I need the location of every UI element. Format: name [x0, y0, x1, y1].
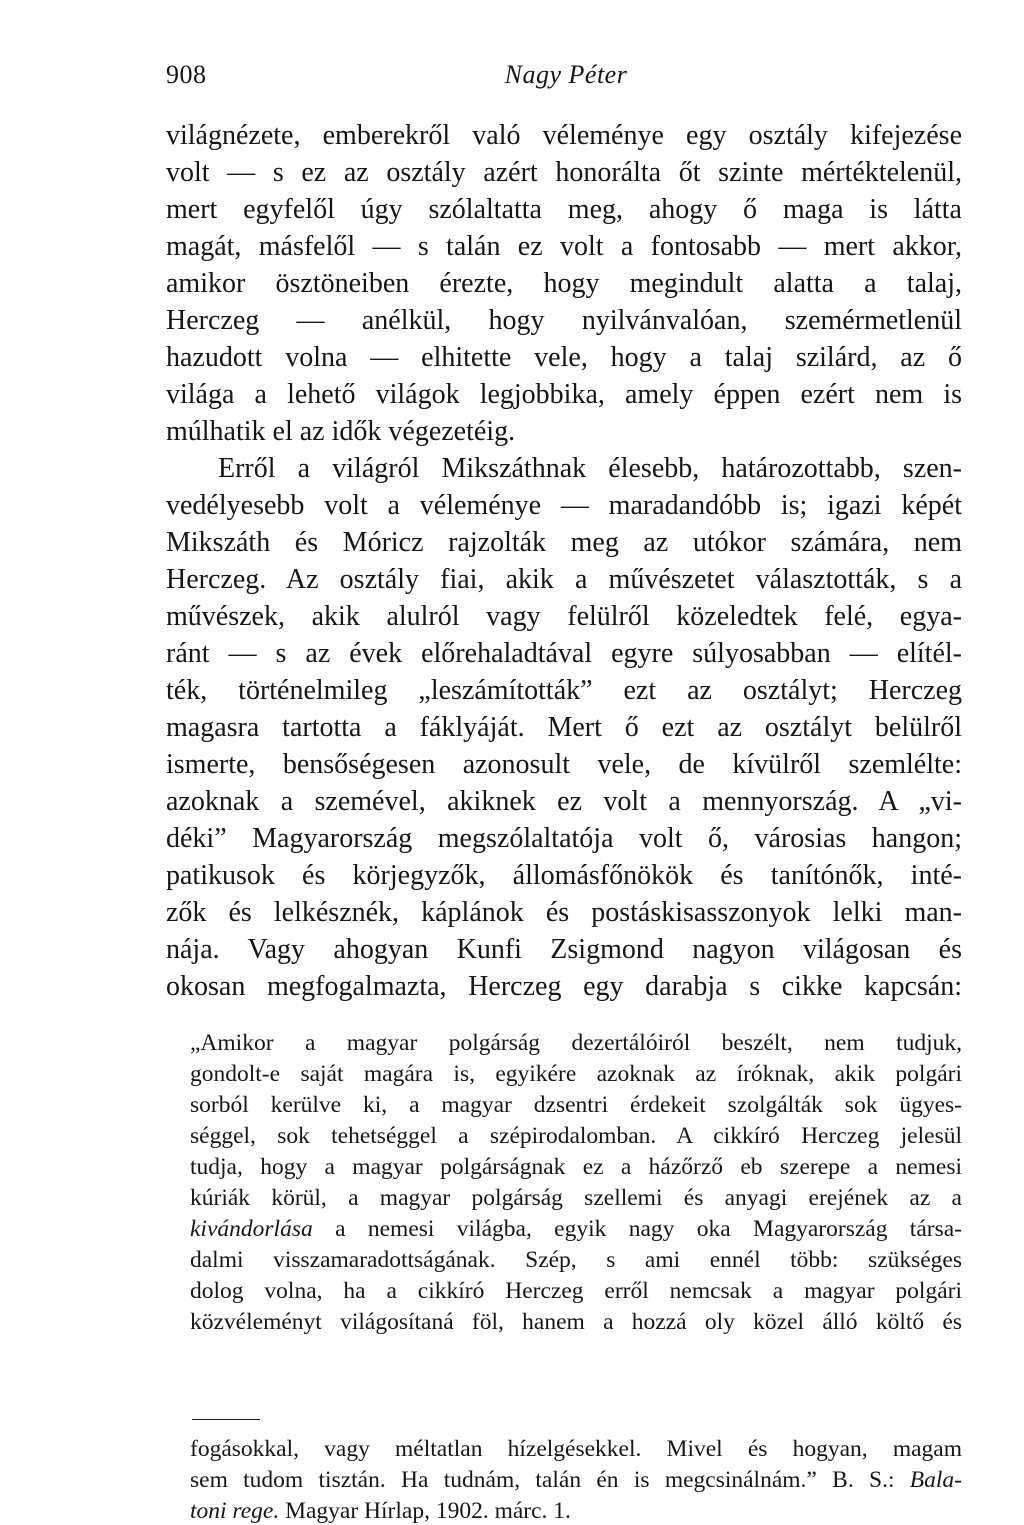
text-line: Herczeg. Az osztály fiai, akik a művészetet választották, s a [166, 564, 962, 595]
text-line: magasra tartotta a fáklyáját. Mert ő ezt az osztályt belülről [166, 712, 962, 743]
text-line: nája. Vagy ahogyan Kunfi Zsigmond nagyon világosan és [166, 934, 962, 965]
text-line: zők és lelkésznék, káplánok és postáskisasszonyok lelki man- [166, 897, 962, 928]
quote-line: gondolt-e saját magára is, egyikére azoknak az íróknak, akik polgári [190, 1061, 962, 1087]
quote-line: „Amikor a magyar polgárság dezertálóiról beszélt, nem tudjuk, [190, 1030, 962, 1056]
italic-term: kivándorlása [190, 1216, 313, 1242]
text-line: azoknak a szemével, akiknek ez volt a mennyország. A „vi- [166, 786, 962, 817]
text-line: ránt — s az évek előrehaladtával egyre súlyosabban — elítél- [166, 638, 962, 669]
quote-line: közvéleményt világosítaná föl, hanem a hozzá oly közel álló költő és [190, 1309, 962, 1335]
text-line: világa a lehető világok legjobbika, amely éppen ezért nem is [166, 379, 962, 410]
text-line: ismerte, bensőségesen azonosult vele, de kívülről szemlélte: [166, 749, 962, 780]
quote-line: séggel, sok tehetséggel a szépirodalomban. A cikkíró Herczeg jelesül [190, 1123, 962, 1149]
text-line: Mikszáth és Móricz rajzolták meg az utókor számára, nem [166, 527, 962, 558]
quote-line: dalmi visszamaradottságának. Szép, s ami ennél több: szükséges [190, 1247, 962, 1273]
page-header [166, 60, 966, 94]
text-line: mert egyfelől úgy szólaltatta meg, ahogy ő maga is látta [166, 194, 962, 225]
text-line: déki” Magyarország megszólaltatója volt ő, városias hangon; [166, 823, 962, 854]
footnote-separator [192, 1419, 260, 1420]
quote-line [190, 1216, 962, 1243]
text-line: vedélyesebb volt a véleménye — maradandóbb is; igazi képét [166, 490, 962, 521]
text-line: patikusok és körjegyzők, állomásfőnökök és tanítónők, inté- [166, 860, 962, 891]
text-line: ték, történelmileg „leszámították” ezt az osztályt; Herczeg [166, 675, 962, 706]
text-line: okosan megfogalmazta, Herczeg egy darabja s cikke kapcsán: [166, 971, 962, 1002]
page-number: 908 [166, 60, 207, 89]
quote-line: sorból kerülve ki, a magyar dzsentri érdekeit szolgálták sok ügyes- [190, 1092, 962, 1118]
quote-line: dolog volna, ha a cikkíró Herczeg erről nemcsak a magyar polgári [190, 1278, 962, 1304]
italic-title: toni rege. [190, 1498, 280, 1524]
quote-line: tudja, hogy a magyar polgárságnak ez a házőrző eb szerepe a nemesi [190, 1154, 962, 1180]
text-line: világnézete, emberekről való véleménye egy osztály kifejezése [166, 120, 962, 151]
text-line: volt — s ez az osztály azért honorálta őt szinte mértéktelenül, [166, 157, 962, 188]
quote-line-rest: a nemesi világba, egyik nagy oka Magyarország társa- [335, 1216, 962, 1242]
footnote-line: fogásokkal, vagy méltatlan hízelgésekkel. Mivel és hogyan, magam [190, 1436, 962, 1462]
quote-line: kúriák körül, a magyar polgárság szellemi és anyagi erejének az a [190, 1185, 962, 1211]
text-line: hazudott volna — elhitette vele, hogy a talaj szilárd, az ő [166, 342, 962, 373]
text-line: Herczeg — anélkül, hogy nyilvánvalóan, szemérmetlenül [166, 305, 962, 336]
footnote-line [190, 1467, 962, 1494]
text-line: művészek, akik alulról vagy felülről közeledtek felé, egya- [166, 601, 962, 632]
text-line: magát, másfelől — s talán ez volt a fontosabb — mert akkor, [166, 231, 962, 262]
paragraph-first-line: Erről a világról Mikszáthnak élesebb, határozottabb, szen- [218, 453, 962, 484]
footnote-line-text: Magyar Hírlap, 1902. márc. 1. [285, 1498, 571, 1524]
running-head: Nagy Péter [504, 60, 628, 89]
text-line: múlhatik el az idők végezetéig. [166, 416, 516, 447]
footnote-line-text: sem tudom tisztán. Ha tudnám, talán én is megcsinálnám.” B. S.: [190, 1467, 895, 1493]
footnote-line [190, 1498, 962, 1525]
text-line: amikor ösztöneiben érezte, hogy megindult alatta a talaj, [166, 268, 962, 299]
italic-title: Bala- [909, 1467, 963, 1493]
